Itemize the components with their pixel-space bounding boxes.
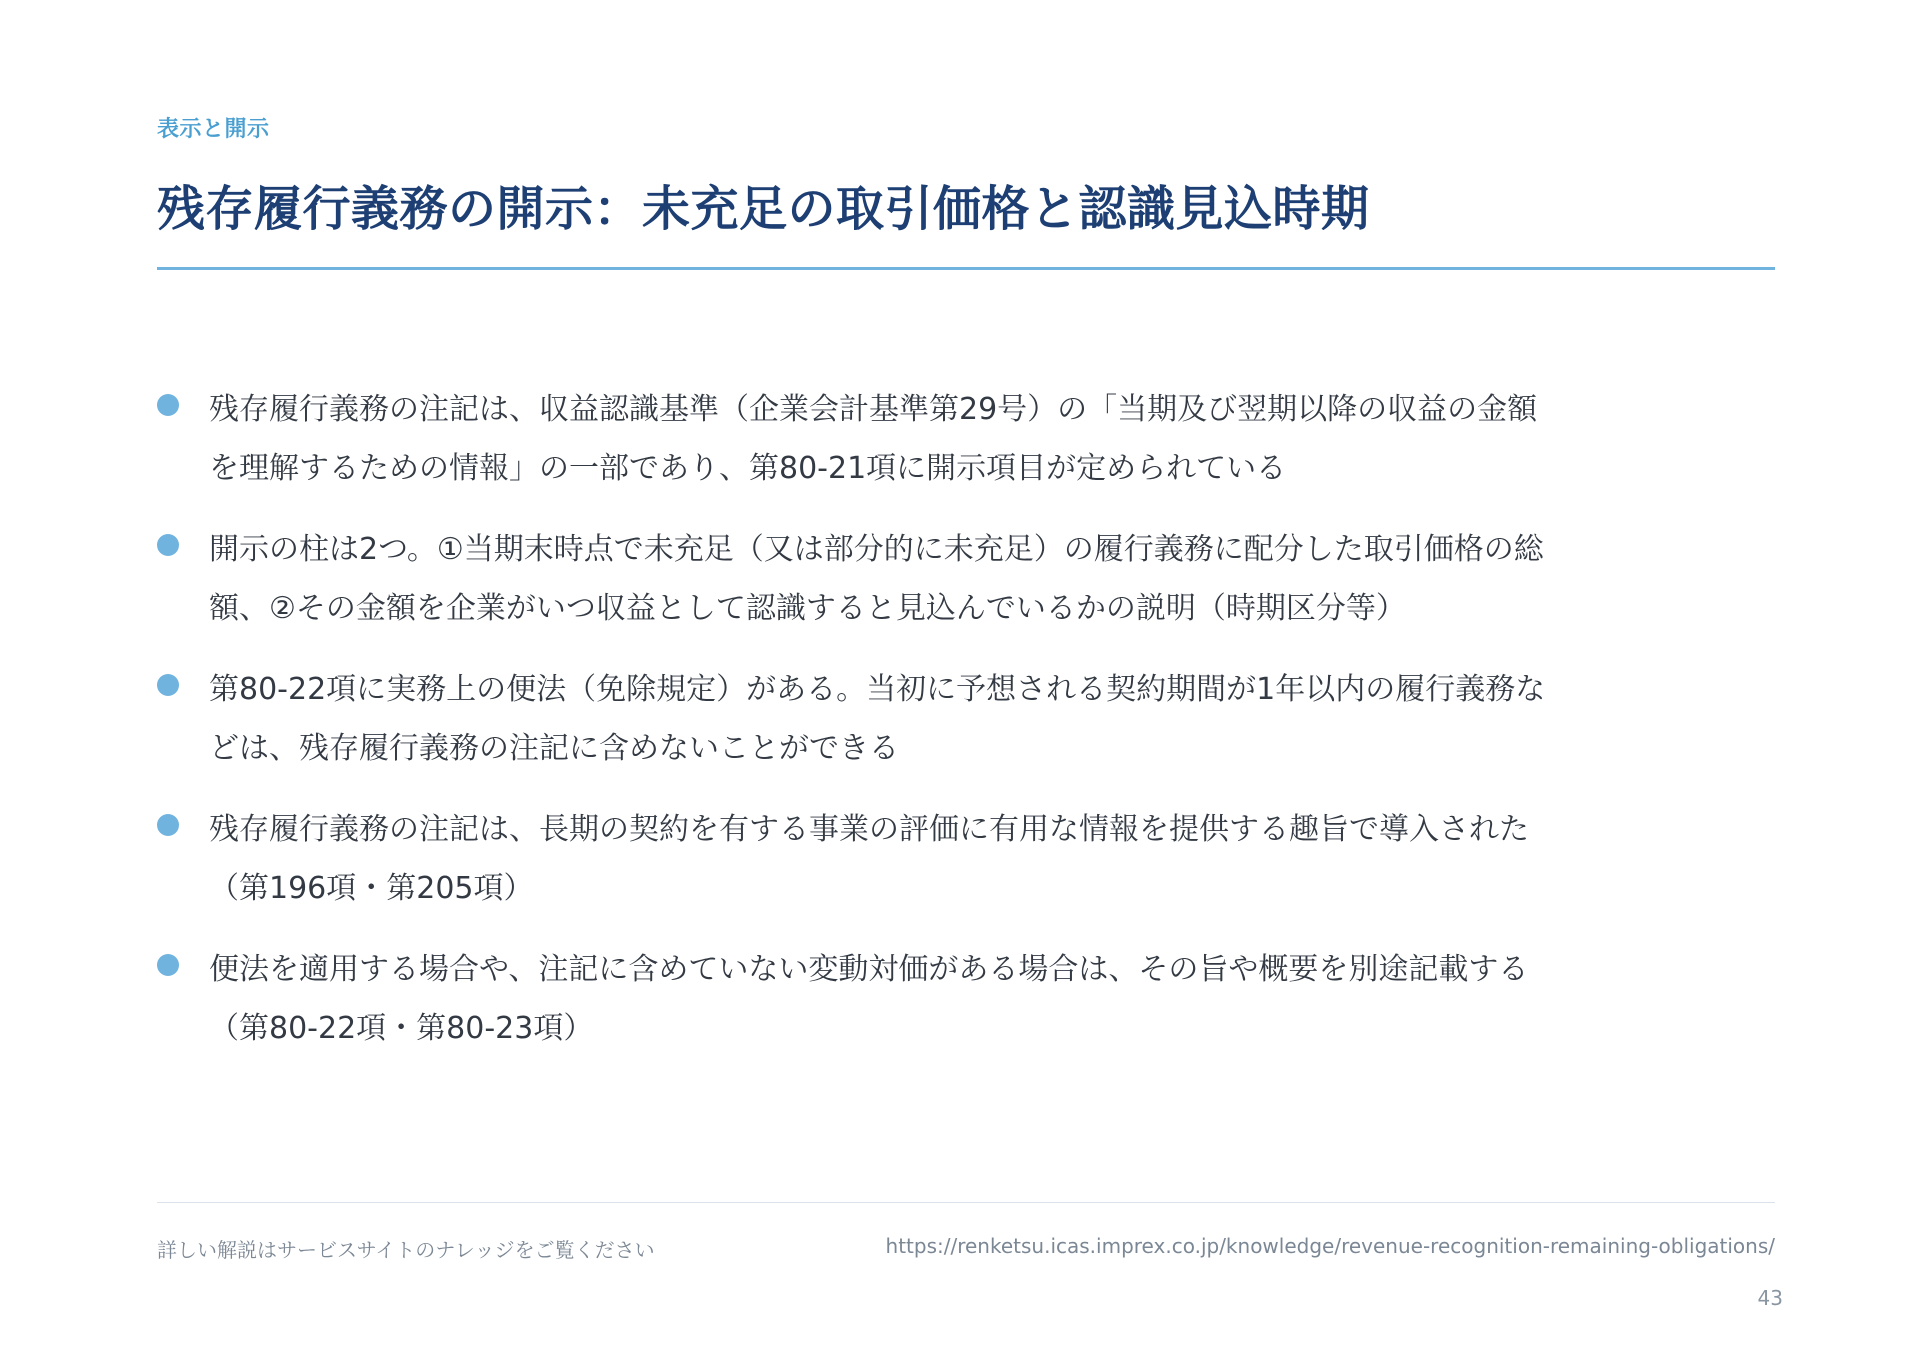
footer-note: 詳しい解説はサービスサイトのナレッジをご覧ください bbox=[157, 1238, 655, 1262]
bullet-item bbox=[157, 940, 1557, 1058]
bullet-dot-icon bbox=[157, 534, 179, 556]
bullet-text: 残存履行義務の注記は、長期の契約を有する事業の評価に有用な情報を提供する趣旨で導入された（第196項・第205項） bbox=[209, 812, 1529, 906]
footer-url-link[interactable]: https://renketsu.icas.imprex.co.jp/knowledge/revenue-recognition-remaining-obligations/ bbox=[885, 1234, 1775, 1258]
bullet-dot-icon bbox=[157, 674, 179, 696]
section-category-label: 表示と開示 bbox=[157, 117, 270, 142]
page-number: 43 bbox=[1757, 1286, 1783, 1310]
bullet-dot-icon bbox=[157, 394, 179, 416]
bullet-item bbox=[157, 800, 1557, 918]
bullet-text: 残存履行義務の注記は、収益認識基準（企業会計基準第29号）の「当期及び翌期以降の収益の金額を理解するための情報」の一部であり、第80-21項に開示項目が定められている bbox=[209, 392, 1538, 486]
footer-divider bbox=[157, 1202, 1775, 1203]
bullet-dot-icon bbox=[157, 954, 179, 976]
bullet-item bbox=[157, 380, 1557, 498]
bullet-text: 第80-22項に実務上の便法（免除規定）がある。当初に予想される契約期間が1年以内の履行義務などは、残存履行義務の注記に含めないことができる bbox=[209, 672, 1546, 766]
bullet-dot-icon bbox=[157, 814, 179, 836]
bullet-list bbox=[157, 380, 1557, 1080]
bullet-item bbox=[157, 520, 1557, 638]
bullet-text: 便法を適用する場合や、注記に含めていない変動対価がある場合は、その旨や概要を別途記載する（第80-22項・第80-23項） bbox=[209, 952, 1529, 1046]
bullet-item bbox=[157, 660, 1557, 778]
title-divider bbox=[157, 267, 1775, 270]
bullet-text: 開示の柱は2つ。①当期末時点で未充足（又は部分的に未充足）の履行義務に配分した取引価格の総額、②その金額を企業がいつ収益として認識すると見込んでいるかの説明（時期区分等） bbox=[209, 532, 1544, 626]
page-title: 残存履行義務の開示：未充足の取引価格と認識見込時期 bbox=[157, 181, 1370, 237]
